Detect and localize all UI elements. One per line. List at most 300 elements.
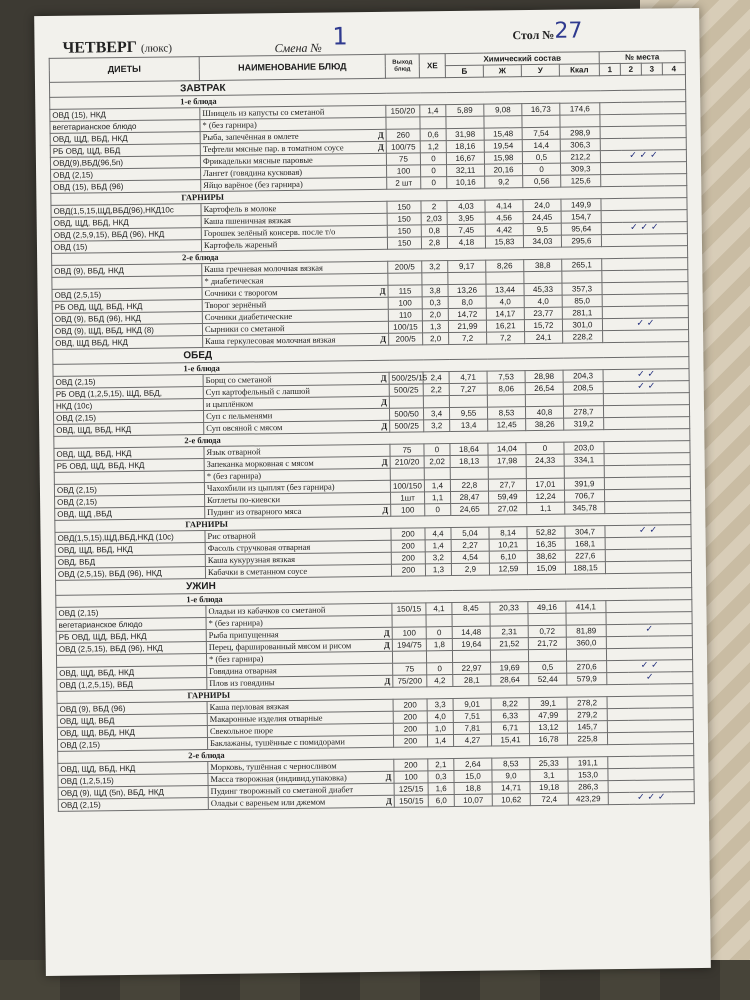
day-note: (люкс) — [140, 42, 173, 55]
output-cell — [392, 615, 426, 627]
day-title — [62, 38, 172, 57]
carb-cell: 13,12 — [529, 721, 567, 733]
carb-cell: 16,78 — [529, 733, 567, 745]
fat-cell — [488, 467, 526, 479]
subsection-title: ГАРНИРЫ — [57, 684, 693, 704]
place-checkmarks: ✓ ✓ ✓ — [600, 150, 686, 163]
kcal-cell: 278,2 — [567, 697, 607, 709]
sheet-header — [34, 8, 699, 56]
output-cell: 125/15 — [394, 783, 428, 795]
kcal-cell: 301,0 — [562, 319, 602, 331]
dish-name: Сырники со сметаной — [204, 323, 285, 335]
output-cell: 200/5 — [388, 261, 422, 273]
protein-cell: 18,13 — [450, 455, 488, 467]
diet-cell: ОВД (9), ВБД (96), НКД — [52, 312, 202, 326]
kcal-cell: 423,29 — [568, 793, 608, 805]
dish-name: Оладьи с вареньем или джемом — [210, 796, 326, 808]
diet-cell: ОВД (2,15) — [54, 483, 204, 497]
diet-cell: ОВД, ЩД, ВБД, НКД — [57, 666, 207, 680]
kcal-cell: 278,7 — [563, 406, 603, 418]
diet-cell: ОВД (1,2,5,15), ВБД — [57, 678, 207, 692]
protein-cell: 2,27 — [451, 539, 489, 551]
output-cell: 100/150 — [390, 480, 424, 492]
fat-cell: 15,83 — [485, 236, 523, 248]
col-dish: НАИМЕНОВАНИЕ БЛЮД — [199, 54, 385, 80]
diet-cell: ОВД (9), ЩД, ВБД, НКД (8) — [52, 324, 202, 338]
kcal-cell: 360,0 — [566, 637, 606, 649]
output-cell: 100 — [392, 627, 426, 639]
place-checkmarks — [601, 234, 687, 247]
dish-name: Борщ со сметаной — [205, 374, 272, 386]
carb-cell: 38,26 — [526, 418, 564, 430]
diet-cell: ОВД (15), НКД — [50, 108, 200, 122]
fat-cell: 4,14 — [485, 200, 523, 212]
col-xe: ХЕ — [419, 54, 445, 78]
protein-cell: 13,26 — [448, 284, 486, 296]
xe-cell: 1,4 — [425, 540, 451, 552]
protein-cell: 13,4 — [450, 419, 488, 431]
menu-sheet — [34, 8, 711, 976]
xe-cell: 2,8 — [421, 237, 447, 249]
fat-cell: 21,52 — [490, 638, 528, 650]
protein-cell: 22,8 — [450, 479, 488, 491]
output-cell: 200 — [393, 699, 427, 711]
dish-name: Сочники с творогом — [204, 287, 278, 299]
dish-name: Каша кукурузная вязкая — [207, 553, 296, 566]
diet-cell: НКД (10с) — [53, 399, 203, 413]
place-checkmarks: ✓ ✓ ✓ — [601, 222, 687, 235]
output-cell: 500/25 — [389, 384, 423, 396]
output-cell: 200 — [393, 735, 427, 747]
dish-name: Каша пшеничная вязкая — [203, 214, 291, 227]
col-zh: Ж — [483, 65, 521, 77]
carb-cell: 40,8 — [525, 406, 563, 418]
place-checkmarks — [600, 138, 686, 151]
carb-cell: 24,0 — [523, 199, 561, 211]
output-cell: 115 — [388, 285, 422, 297]
kcal-cell: 208,5 — [563, 382, 603, 394]
carb-cell: 17,01 — [526, 478, 564, 490]
output-cell: 100/75 — [386, 141, 420, 153]
protein-cell: 9,01 — [453, 698, 491, 710]
dish-name: Рис отварной — [207, 530, 256, 542]
diet-cell: ОВД, ВБД — [55, 555, 205, 569]
dish-name: Сочники диабетические — [204, 310, 293, 323]
carb-cell: 34,03 — [523, 235, 561, 247]
dish-name: Рыба припущенная — [208, 629, 279, 641]
fat-cell: 13,44 — [486, 284, 524, 296]
dish-name: Лангет (говядина кусковая) — [203, 166, 303, 179]
kcal-cell: 149,9 — [561, 199, 601, 211]
protein-cell: 28,1 — [453, 674, 491, 686]
output-cell: 100/15 — [388, 321, 422, 333]
col-output: Выход блюд — [385, 54, 419, 78]
dish-name: Картофель в молоке — [203, 203, 277, 215]
day-name: ЧЕТВЕРГ — [62, 38, 138, 57]
place-checkmarks — [602, 258, 688, 271]
diabetic-mark: Д — [379, 285, 386, 296]
diabetic-mark: Д — [385, 795, 392, 806]
place-checkmarks — [606, 636, 692, 649]
place-checkmarks — [603, 330, 689, 343]
output-cell: 200 — [391, 540, 425, 552]
carb-cell: 24,45 — [523, 211, 561, 223]
place-checkmarks — [600, 126, 686, 139]
kcal-cell: 414,1 — [566, 601, 606, 613]
kcal-cell: 188,15 — [565, 562, 605, 574]
dish-name: Рыба, запечённая в омлете — [202, 130, 299, 143]
kcal-cell: 154,7 — [561, 211, 601, 223]
kcal-cell: 153,0 — [568, 769, 608, 781]
kcal-cell: 281,1 — [562, 307, 602, 319]
kcal-cell: 81,89 — [566, 625, 606, 637]
xe-cell: 3,2 — [425, 552, 451, 564]
kcal-cell — [564, 466, 604, 478]
subsection-title: 2-е блюда — [52, 246, 688, 266]
output-cell: 110 — [388, 309, 422, 321]
diet-cell: РБ ОВД, ЩД, ВБД — [50, 144, 200, 158]
place-checkmarks: ✓ — [607, 672, 693, 685]
carb-cell: 7,54 — [522, 127, 560, 139]
dish-name: Творог зернёный — [204, 299, 267, 311]
subsection-title: 2-е блюда — [54, 429, 690, 449]
place-checkmarks — [602, 282, 688, 295]
diabetic-mark: Д — [383, 627, 390, 638]
kcal-cell: 265,1 — [562, 259, 602, 271]
xe-cell: 3,2 — [422, 261, 448, 273]
diet-cell: ОВД, ЩД, ВБД, НКД — [58, 762, 208, 776]
dish-name: и цыплёнком — [205, 398, 254, 410]
protein-cell: 18,8 — [454, 782, 492, 794]
dish-name: * диабетическая — [204, 275, 264, 287]
place-checkmarks — [600, 162, 686, 175]
xe-cell — [426, 651, 452, 663]
carb-cell: 52,44 — [529, 673, 567, 685]
carb-cell: 24,33 — [526, 454, 564, 466]
kcal-cell: 228,2 — [563, 331, 603, 343]
xe-cell: 0,6 — [420, 129, 446, 141]
place-checkmarks — [608, 780, 694, 793]
diet-cell: ОВД, ЩД, ВБД, НКД — [55, 543, 205, 557]
xe-cell — [423, 396, 449, 408]
xe-cell: 2,4 — [423, 372, 449, 384]
place-checkmarks: ✓ ✓ — [603, 369, 689, 382]
carb-cell: 15,72 — [524, 319, 562, 331]
kcal-cell: 357,3 — [562, 283, 602, 295]
diet-cell: ОВД (2,15) — [57, 738, 207, 752]
kcal-cell: 203,0 — [564, 442, 604, 454]
fat-cell: 27,7 — [488, 479, 526, 491]
protein-cell: 7,45 — [447, 224, 485, 236]
xe-cell: 0 — [421, 177, 447, 189]
diet-cell: ОВД (2,5,15), ВБД (96), НКД — [56, 642, 206, 656]
diabetic-mark: Д — [380, 396, 387, 407]
output-cell: 200 — [391, 552, 425, 564]
meal-section-title: ЗАВТРАК — [49, 75, 685, 98]
xe-cell — [424, 468, 450, 480]
place-checkmarks — [601, 174, 687, 187]
kcal-cell: 279,2 — [567, 709, 607, 721]
diabetic-mark: Д — [385, 771, 392, 782]
place-checkmarks — [604, 489, 690, 502]
output-cell — [388, 273, 422, 285]
output-cell: 500/25/15 — [389, 372, 423, 384]
output-cell: 260 — [386, 129, 420, 141]
fat-cell: 6,33 — [491, 710, 529, 722]
output-cell — [390, 468, 424, 480]
fat-cell: 8,53 — [492, 758, 530, 770]
carb-cell: 49,16 — [528, 601, 566, 613]
meal-section-title: ОБЕД — [53, 342, 689, 365]
xe-cell: 1,6 — [428, 783, 454, 795]
place-checkmarks — [604, 453, 690, 466]
output-cell: 500/50 — [389, 408, 423, 420]
dish-name: Каша перловая вязкая — [209, 701, 289, 713]
protein-cell: 15,0 — [454, 770, 492, 782]
diet-cell: вегетарианское блюдо — [56, 618, 206, 632]
fat-cell — [490, 650, 528, 662]
xe-cell: 2,02 — [424, 456, 450, 468]
kcal-cell: 225,8 — [567, 733, 607, 745]
dish-name: Морковь, тушённая с черносливом — [210, 760, 337, 773]
protein-cell: 2,9 — [451, 563, 489, 575]
shift-label: Смена № — [274, 40, 322, 56]
xe-cell: 1,1 — [425, 492, 451, 504]
place-checkmarks — [607, 732, 693, 745]
kcal-cell: 298,9 — [560, 127, 600, 139]
col-place-2: 2 — [620, 63, 641, 75]
output-cell: 75 — [393, 663, 427, 675]
dish-cell — [208, 795, 394, 809]
subsection-title: ГАРНИРЫ — [51, 186, 687, 206]
dish-name: Котлеты по-киевски — [207, 494, 281, 506]
protein-cell: 19,64 — [452, 638, 490, 650]
fat-cell: 19,54 — [484, 140, 522, 152]
kcal-cell: 309,3 — [560, 163, 600, 175]
protein-cell: 4,03 — [447, 200, 485, 212]
dish-name: Запеканка морковная с мясом — [206, 457, 314, 470]
carb-cell: 0,5 — [522, 151, 560, 163]
kcal-cell: 168,1 — [565, 538, 605, 550]
output-cell: 75 — [390, 444, 424, 456]
kcal-cell: 286,3 — [568, 781, 608, 793]
protein-cell: 8,0 — [448, 296, 486, 308]
carb-cell: 9,5 — [523, 223, 561, 235]
protein-cell: 7,81 — [453, 722, 491, 734]
dish-name: Суп овсяной с мясом — [206, 422, 283, 434]
output-cell: 2 шт — [387, 177, 421, 189]
carb-cell: 0,56 — [523, 175, 561, 187]
carb-cell: 52,82 — [527, 526, 565, 538]
protein-cell: 2,64 — [454, 758, 492, 770]
fat-cell: 59,49 — [488, 491, 526, 503]
diet-cell: ОВД(1,5,15,ЩД,ВБД(96),НКД10с — [51, 204, 201, 218]
fat-cell: 6,71 — [491, 722, 529, 734]
kcal-cell: 579,9 — [567, 673, 607, 685]
protein-cell — [452, 614, 490, 626]
dish-name: Горошек зелёный консерв. после т/о — [203, 226, 336, 239]
fat-cell: 8,14 — [489, 527, 527, 539]
place-checkmarks — [601, 198, 687, 211]
fat-cell — [487, 395, 525, 407]
fat-cell: 20,16 — [485, 164, 523, 176]
place-checkmarks — [608, 768, 694, 781]
fat-cell: 20,33 — [490, 602, 528, 614]
diet-cell: ОВД, ЩД, ВБД — [57, 714, 207, 728]
fat-cell: 4,0 — [486, 296, 524, 308]
fat-cell: 9,0 — [492, 770, 530, 782]
output-cell — [389, 396, 423, 408]
kcal-cell — [563, 394, 603, 406]
fat-cell: 14,71 — [492, 782, 530, 794]
protein-cell: 4,54 — [451, 551, 489, 563]
col-chem: Химический состав — [445, 52, 599, 66]
carb-cell — [526, 466, 564, 478]
carb-cell: 19,18 — [530, 781, 568, 793]
place-checkmarks — [602, 306, 688, 319]
place-checkmarks — [608, 756, 694, 769]
col-place: № места — [599, 51, 685, 64]
protein-cell: 4,71 — [449, 371, 487, 383]
diet-cell: ОВД (1,2,5,15) — [58, 774, 208, 788]
xe-cell: 6,0 — [428, 795, 454, 807]
carb-cell: 24,1 — [525, 331, 563, 343]
dish-name: Каша геркулесовая молочная вязкая — [205, 334, 336, 347]
fat-cell: 17,98 — [488, 455, 526, 467]
kcal-cell: 304,7 — [565, 526, 605, 538]
xe-cell: 0 — [421, 165, 447, 177]
xe-cell: 3,8 — [422, 285, 448, 297]
diet-cell: ОВД (9), ЩД (5п), ВБД, НКД — [58, 786, 208, 800]
subsection-title: 1-е блюда — [50, 90, 686, 110]
place-checkmarks: ✓ — [606, 624, 692, 637]
place-checkmarks — [600, 102, 686, 115]
protein-cell: 14,48 — [452, 626, 490, 638]
dish-name: Каша гречневая молочная вязкая — [204, 262, 323, 275]
xe-cell: 2,2 — [423, 384, 449, 396]
carb-cell: 3,1 — [530, 769, 568, 781]
diet-cell: ОВД (2,5,15) — [52, 288, 202, 302]
output-cell: 150/15 — [394, 795, 428, 807]
place-checkmarks — [602, 270, 688, 283]
xe-cell: 1,8 — [426, 639, 452, 651]
dish-name: Перец, фаршированный мясом и рисом — [208, 640, 352, 653]
output-cell: 194/75 — [392, 639, 426, 651]
xe-cell: 3,4 — [423, 408, 449, 420]
carb-cell — [525, 394, 563, 406]
kcal-cell: 95,64 — [561, 223, 601, 235]
shift-number-handwritten: 1 — [332, 22, 348, 51]
carb-cell: 15,09 — [527, 562, 565, 574]
output-cell: 100 — [394, 771, 428, 783]
diet-cell: РБ ОВД, ЩД, ВБД, НКД — [52, 300, 202, 314]
output-cell: 200 — [393, 711, 427, 723]
kcal-cell: 125,6 — [561, 175, 601, 187]
menu-table — [49, 50, 695, 812]
kcal-cell: 227,6 — [565, 550, 605, 562]
place-checkmarks — [607, 708, 693, 721]
dish-name: Шницель из капусты со сметаной — [202, 106, 325, 119]
carb-cell: 25,33 — [530, 757, 568, 769]
kcal-cell: 306,3 — [560, 139, 600, 151]
protein-cell: 21,99 — [448, 320, 486, 332]
xe-cell: 2,0 — [422, 309, 448, 321]
diet-cell: ОВД, ЩД, ВБД, НКД — [50, 132, 200, 146]
output-cell: 150 — [387, 201, 421, 213]
kcal-cell: 345,78 — [565, 502, 605, 514]
kcal-cell: 174,6 — [560, 103, 600, 115]
diabetic-mark: Д — [383, 639, 390, 650]
carb-cell — [528, 613, 566, 625]
fat-cell: 12,59 — [489, 563, 527, 575]
kcal-cell: 191,1 — [568, 757, 608, 769]
diet-cell: ОВД, ЩД, ВБД, НКД — [57, 726, 207, 740]
protein-cell: 10,07 — [454, 794, 492, 806]
fat-cell: 9,2 — [485, 176, 523, 188]
xe-cell: 3,3 — [427, 699, 453, 711]
kcal-cell: 706,7 — [564, 490, 604, 502]
diet-cell: ОВД, ЩД ,ВБД — [55, 507, 205, 521]
carb-cell: 23,77 — [524, 307, 562, 319]
protein-cell: 7,2 — [449, 332, 487, 344]
carb-cell: 26,54 — [525, 382, 563, 394]
xe-cell: 1,3 — [422, 321, 448, 333]
place-checkmarks — [606, 612, 692, 625]
xe-cell: 1,3 — [425, 564, 451, 576]
protein-cell: 4,18 — [447, 236, 485, 248]
dish-name: Пудинг из отварного мяса — [207, 505, 302, 518]
dish-name: Макаронные изделия отварные — [209, 712, 323, 725]
place-checkmarks — [600, 114, 686, 127]
kcal-cell: 270,6 — [567, 661, 607, 673]
subsection-title: 2-е блюда — [58, 744, 694, 764]
dish-name: Чахохбили из цыплят (без гарнира) — [206, 481, 335, 494]
protein-cell — [448, 272, 486, 284]
diabetic-mark: Д — [377, 141, 384, 152]
col-diets: ДИЕТЫ — [49, 57, 199, 83]
carb-cell: 0,5 — [529, 661, 567, 673]
fat-cell: 15,41 — [491, 734, 529, 746]
fat-cell — [490, 614, 528, 626]
col-u: У — [521, 64, 559, 76]
diabetic-mark: Д — [380, 372, 387, 383]
fat-cell: 28,64 — [491, 674, 529, 686]
carb-cell: 0,72 — [528, 625, 566, 637]
fat-cell — [486, 272, 524, 284]
fat-cell: 8,53 — [487, 407, 525, 419]
diabetic-mark: Д — [381, 420, 388, 431]
protein-cell — [450, 467, 488, 479]
output-cell: 100 — [388, 297, 422, 309]
place-checkmarks — [607, 696, 693, 709]
protein-cell: 8,45 — [452, 602, 490, 614]
xe-cell: 0 — [426, 627, 452, 639]
diet-cell: ОВД (2,5,15), ВБД (96), НКД — [55, 567, 205, 581]
output-cell: 200 — [393, 723, 427, 735]
fat-cell: 4,56 — [485, 212, 523, 224]
subsection-title: 1-е блюда — [53, 357, 689, 377]
diet-cell: ОВД(1,5,15),ЩД,ВБД,НКД (10с) — [55, 531, 205, 545]
place-checkmarks — [605, 501, 691, 514]
diabetic-mark: Д — [384, 675, 391, 686]
subsection-title: 1-е блюда — [56, 588, 692, 608]
diet-cell: ОВД (2,15) — [53, 375, 203, 389]
protein-cell: 5,89 — [446, 104, 484, 116]
diet-cell: ОВД, ЩД, ВБД, НКД — [51, 216, 201, 230]
col-b: Б — [445, 65, 483, 77]
kcal-cell — [562, 271, 602, 283]
fat-cell: 15,98 — [484, 152, 522, 164]
